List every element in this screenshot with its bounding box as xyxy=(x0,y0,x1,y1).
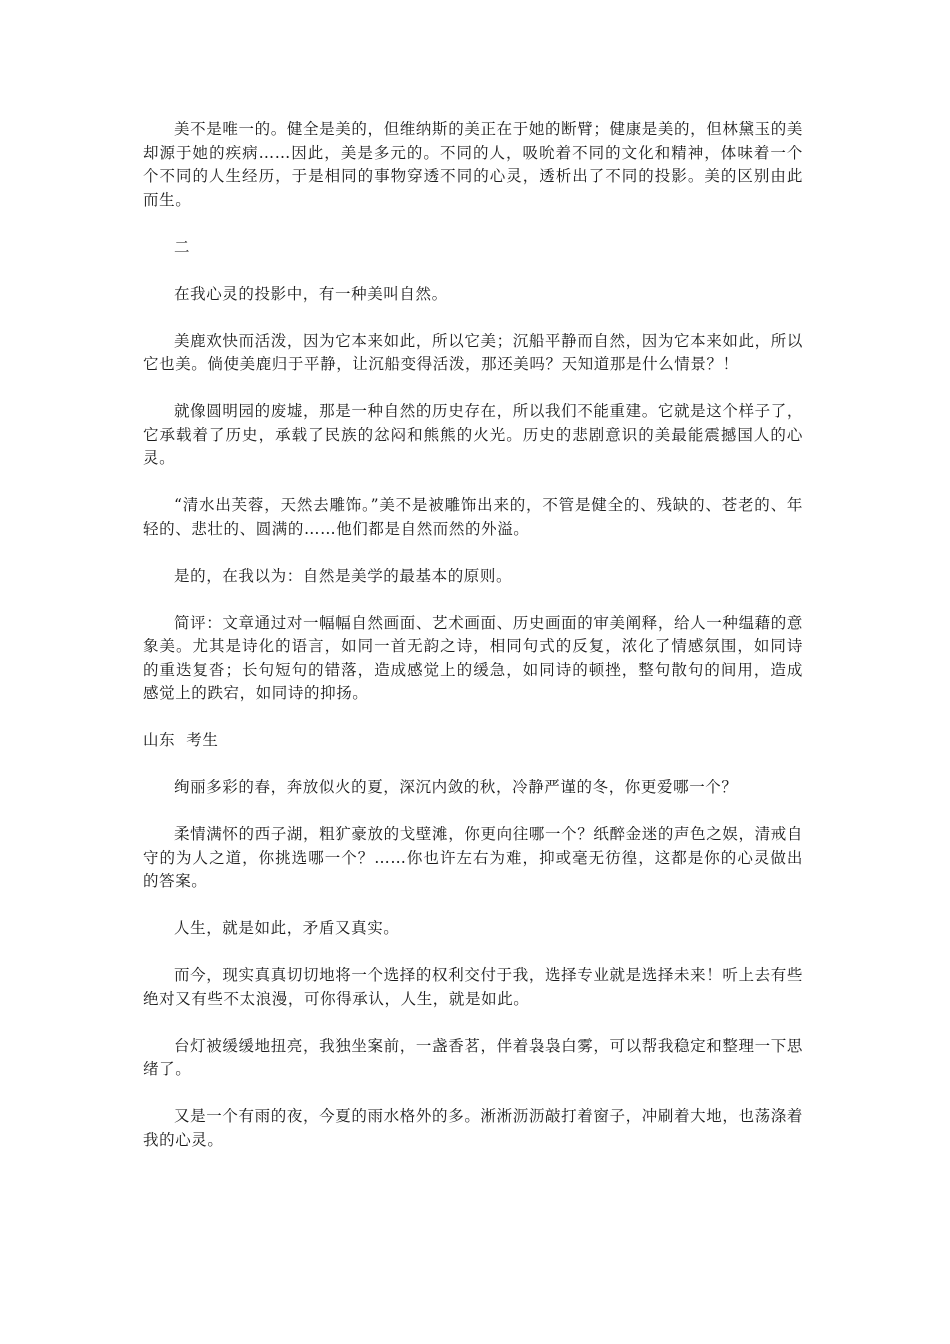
paragraph-commentary: 简评：文章通过对一幅幅自然画面、艺术画面、历史画面的审美阐释，给人一种缊藉的意象美。尤其是诗化的语言，如同一首无韵之诗，相同句式的反复，浓化了情感氛围，如同诗的重迭复沓；长句短句的错落，造成感觉上的缓急，如同诗的顿挫，整句散句的间用，造成感觉上的跌宕，如同诗的抑扬。 xyxy=(143,613,803,702)
paragraph-deer-and-ship: 美鹿欢快而活泼，因为它本来如此，所以它美；沉船平静而自然，因为它本来如此，所以它也美。倘使美鹿归于平静，让沉船变得活泼，那还美吗？天知道那是什么情景？！ xyxy=(143,331,803,373)
section-number: 二 xyxy=(174,237,191,256)
document-body xyxy=(143,118,803,1176)
paragraph-yuanmingyuan: 就像圆明园的废墟，那是一种自然的历史存在，所以我们不能重建。它就是这个样子了，它承载着了历史，承载了民族的忿闷和熊熊的火光。历史的悲剧意识的美最能震撼国人的心灵。 xyxy=(143,402,803,467)
paragraph-choosing-major: 而今，现实真真切切地将一个选择的权利交付于我，选择专业就是选择未来！听上去有些绝对又有些不太浪漫，可你得承认，人生，就是如此。 xyxy=(143,966,803,1008)
paragraph-desk-lamp: 台灯被缓缓地扭亮，我独坐案前，一盏香茗，伴着袅袅白雾，可以帮我稳定和整理一下思绪了。 xyxy=(143,1036,803,1078)
paragraph-natural-beauty-intro: 在我心灵的投影中，有一种美叫自然。 xyxy=(174,284,448,303)
paragraph-seasons: 绚丽多彩的春，奔放似火的夏，深沉内敛的秋，冷静严谨的冬，你更爱哪一个？ xyxy=(174,778,738,796)
paragraph-lotus-quote: “清水出芙蓉，天然去雕饰。”美不是被雕饰出来的，不管是健全的、残缺的、苍老的、年轻的、悲壮的、圆满的……他们都是自然而然的外溢。 xyxy=(143,496,803,538)
paragraph-life-contradiction: 人生，就是如此，矛盾又真实。 xyxy=(174,919,400,937)
paragraph-conclusion: 是的，在我以为：自然是美学的最基本的原则。 xyxy=(174,566,513,585)
author-label: 山东 考生 xyxy=(143,731,219,749)
paragraph-rainy-night: 又是一个有雨的夜，今夏的雨水格外的多。淅淅沥沥敲打着窗子，冲刷着大地，也荡涤着我的心灵。 xyxy=(143,1107,803,1149)
paragraph-diversity-of-beauty: 美不是唯一的。健全是美的，但维纳斯的美正在于她的断臂；健康是美的，但林黛玉的美却源于她的疾病……因此，美是多元的。不同的人，吸吮着不同的文化和精神，体味着一个个不同的人生经历，于是相同的事物穿透不同的心灵，透析出了不同的投影。美的区别由此而生。 xyxy=(143,120,803,209)
paragraph-choices: 柔情满怀的西子湖，粗犷豪放的戈壁滩，你更向往哪一个？纸醉金迷的声色之娱，清戒自守的为人之道，你挑选哪一个？……你也许左右为难，抑或毫无彷徨，这都是你的心灵做出的答案。 xyxy=(143,825,803,890)
